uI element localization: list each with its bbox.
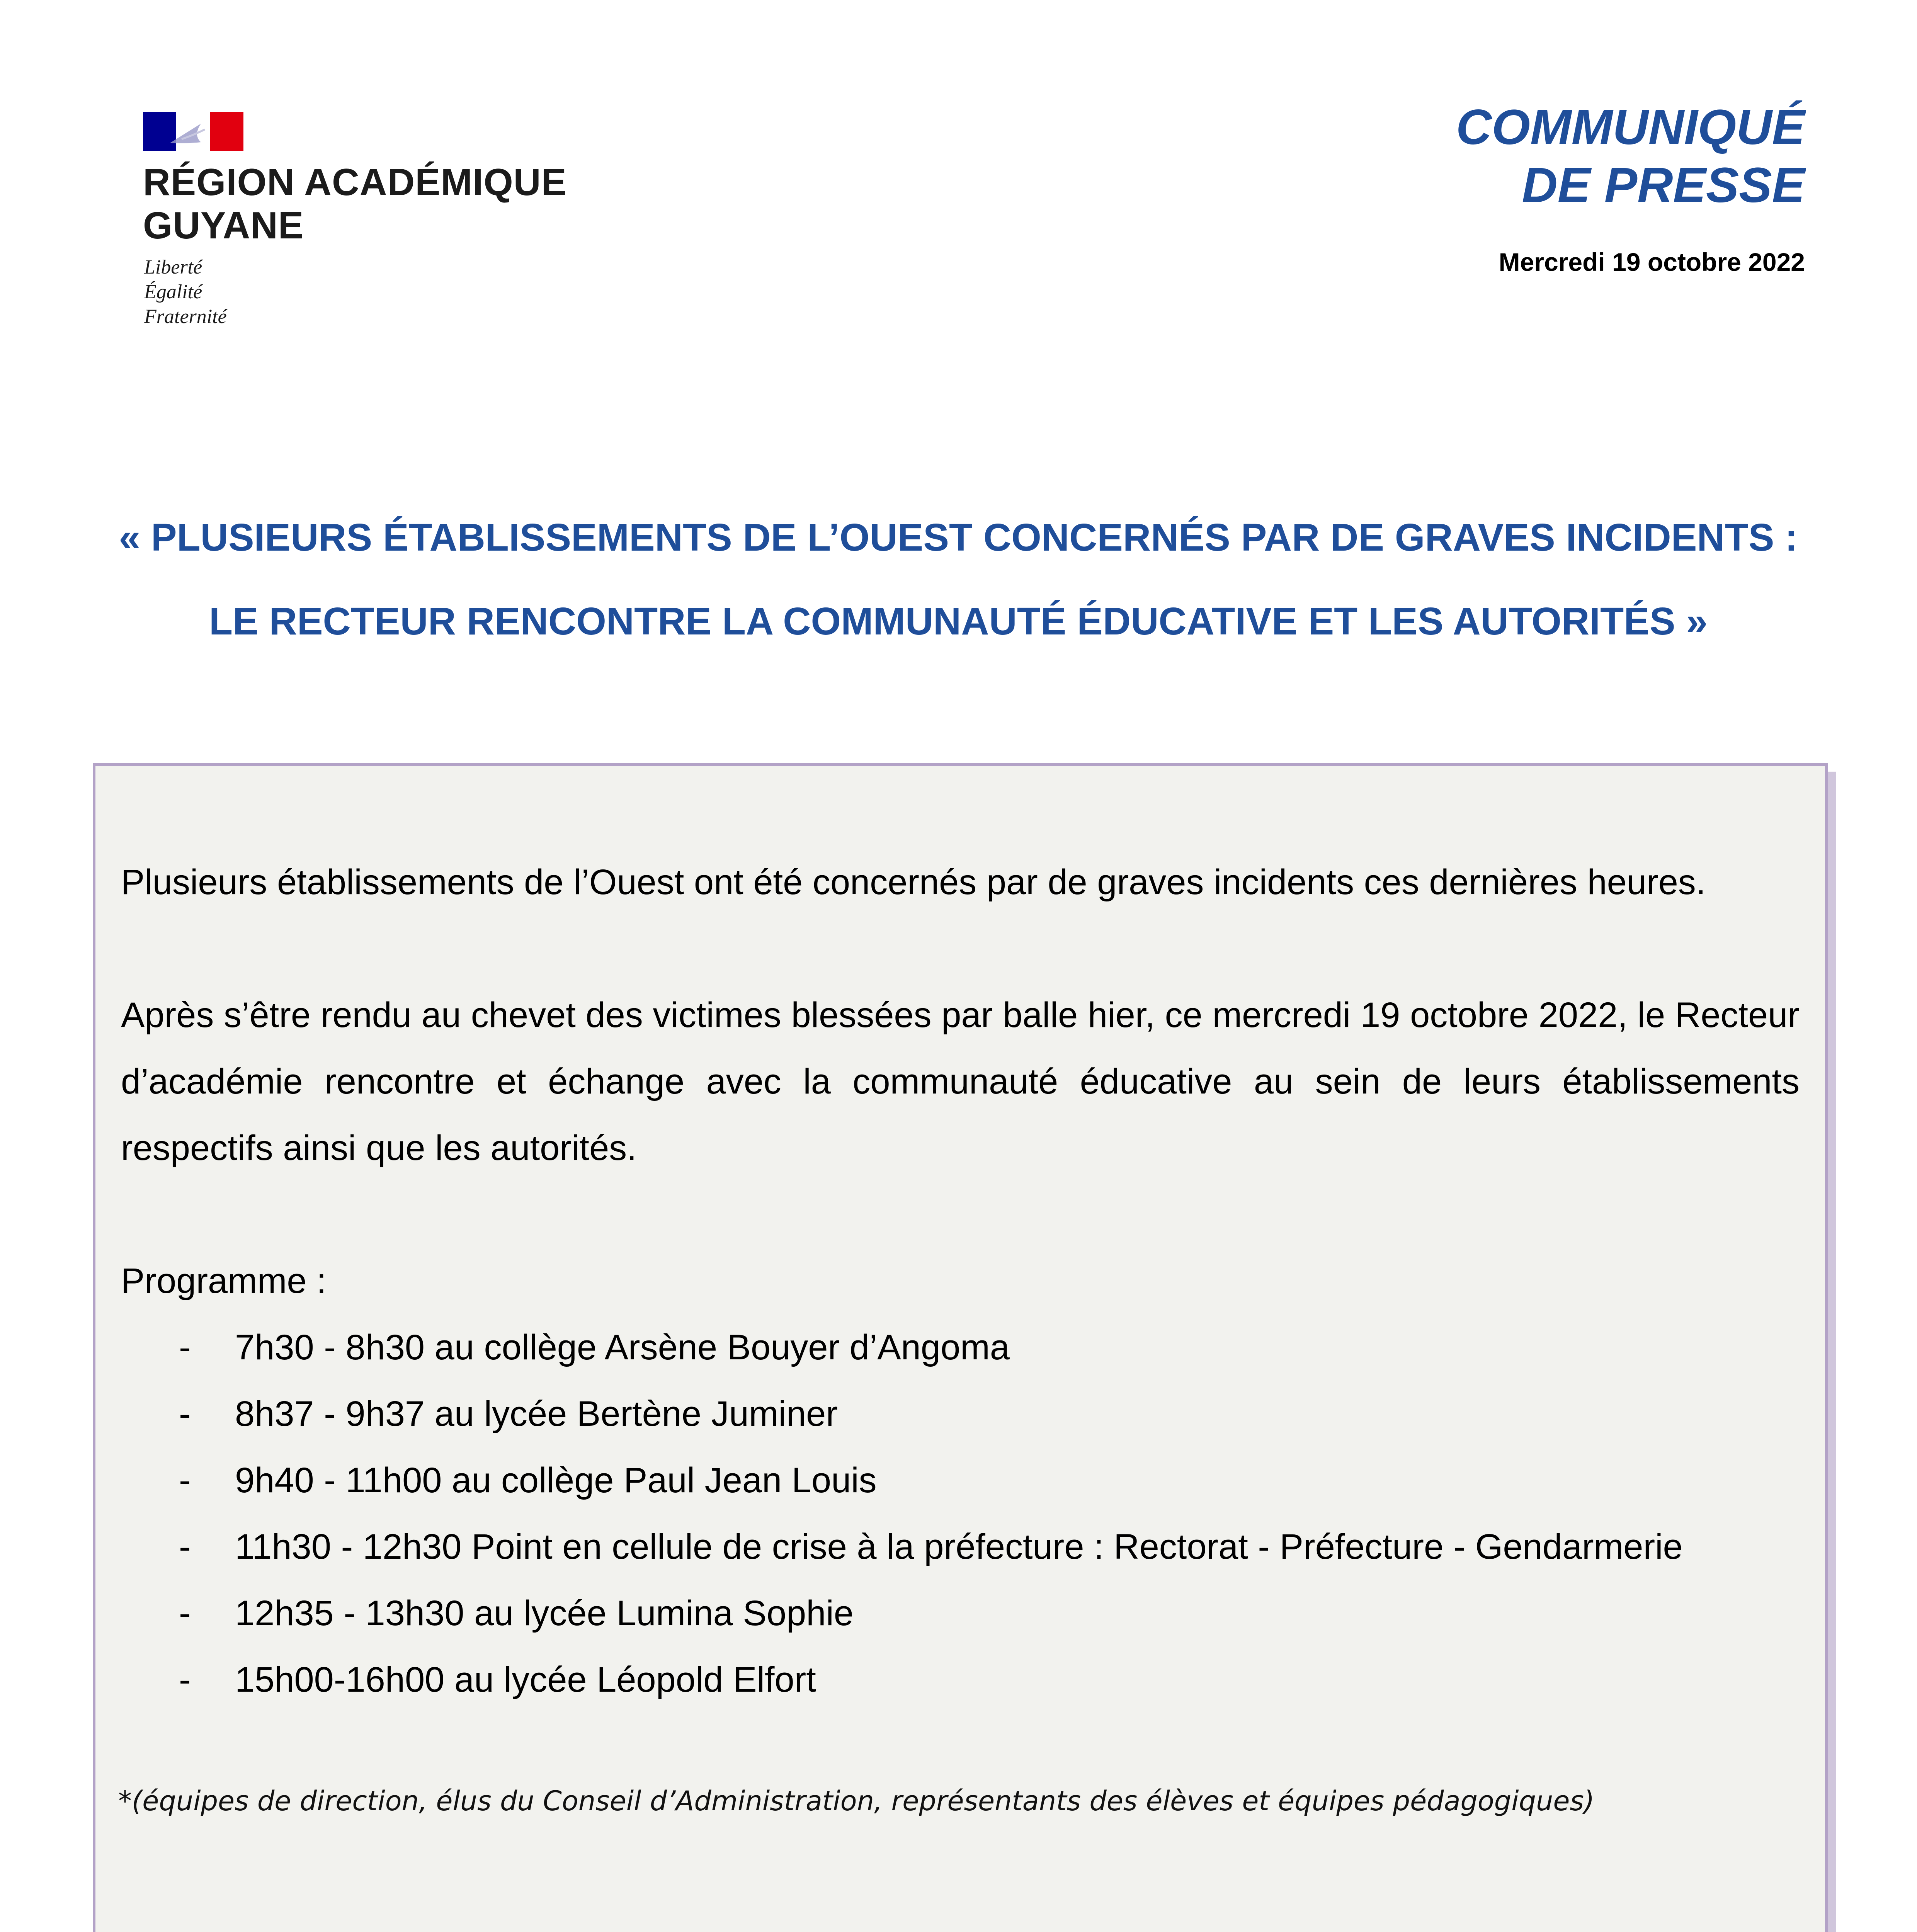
logo-name-line1: RÉGION ACADÉMIQUE: [143, 161, 567, 203]
programme-item-text: 11h30 - 12h30 Point en cellule de crise à la préfecture : Rectorat - Préfecture - Gendarmerie: [235, 1527, 1683, 1566]
content-box: [93, 763, 1828, 1932]
headline-line2: LE RECTEUR RENCONTRE LA COMMUNAUTÉ ÉDUCATIVE ET LES AUTORITÉS »: [209, 600, 1708, 643]
programme-item-text: 9h40 - 11h00 au collège Paul Jean Louis: [235, 1461, 877, 1500]
list-item: - 12h35 - 13h30 au lycée Lumina Sophie: [179, 1594, 854, 1633]
motto-egalite: Égalité: [144, 281, 202, 303]
motto-fraternite: Fraternité: [144, 306, 227, 328]
press-title-line1: COMMUNIQUÉ: [1456, 100, 1805, 155]
programme-item-text: 7h30 - 8h30 au collège Arsène Bouyer d’Angoma: [235, 1328, 1010, 1367]
press-date: Mercredi 19 octobre 2022: [1499, 248, 1805, 276]
list-item: - 15h00-16h00 au lycée Léopold Elfort: [179, 1660, 816, 1699]
programme-item-text: 15h00-16h00 au lycée Léopold Elfort: [235, 1660, 816, 1699]
footnote: *(équipes de direction, élus du Conseil d’Administration, représentants des élèves et équipes pédagogiques): [118, 1785, 1595, 1817]
list-item: - 9h40 - 11h00 au collège Paul Jean Louis: [179, 1461, 877, 1500]
press-title-line2: DE PRESSE: [1522, 158, 1805, 213]
list-item: - 11h30 - 12h30 Point en cellule de crise à la préfecture : Rectorat - Préfecture - Gendarmerie: [179, 1527, 1683, 1566]
programme-label: Programme :: [121, 1261, 327, 1301]
paragraph-intro: Plusieurs établissements de l’Ouest ont été concernés par de graves incidents ces dernières heures.: [121, 862, 1706, 902]
list-item: - 8h37 - 9h37 au lycée Bertène Juminer: [179, 1394, 838, 1434]
logo-name: [143, 160, 567, 247]
content-body: [121, 849, 1800, 1713]
motto-liberte: Liberté: [144, 256, 202, 278]
paragraph-visit: Après s’être rendu au chevet des victimes blessées par balle hier, ce mercredi 19 octobre 2022, le Recteur d’académie rencontre et échange avec la communauté éducative au sein de leurs établissements respectifs ainsi que les autorités.: [121, 995, 1800, 1168]
logo-name-line2: GUYANE: [143, 204, 304, 247]
headline: [93, 516, 1824, 643]
list-item: - 7h30 - 8h30 au collège Arsène Bouyer d’Angoma: [179, 1328, 1010, 1367]
logo-motto: [144, 255, 227, 329]
programme-item-text: 12h35 - 13h30 au lycée Lumina Sophie: [235, 1594, 854, 1633]
marianne-flag-icon: [143, 112, 243, 151]
headline-line1: « PLUSIEURS ÉTABLISSEMENTS DE L’OUEST CONCERNÉS PAR DE GRAVES INCIDENTS :: [119, 516, 1798, 559]
academy-logo: [143, 112, 607, 344]
programme-list: [121, 1314, 1800, 1713]
press-release-title: [1456, 99, 1805, 214]
programme-item-text: 8h37 - 9h37 au lycée Bertène Juminer: [235, 1394, 838, 1434]
